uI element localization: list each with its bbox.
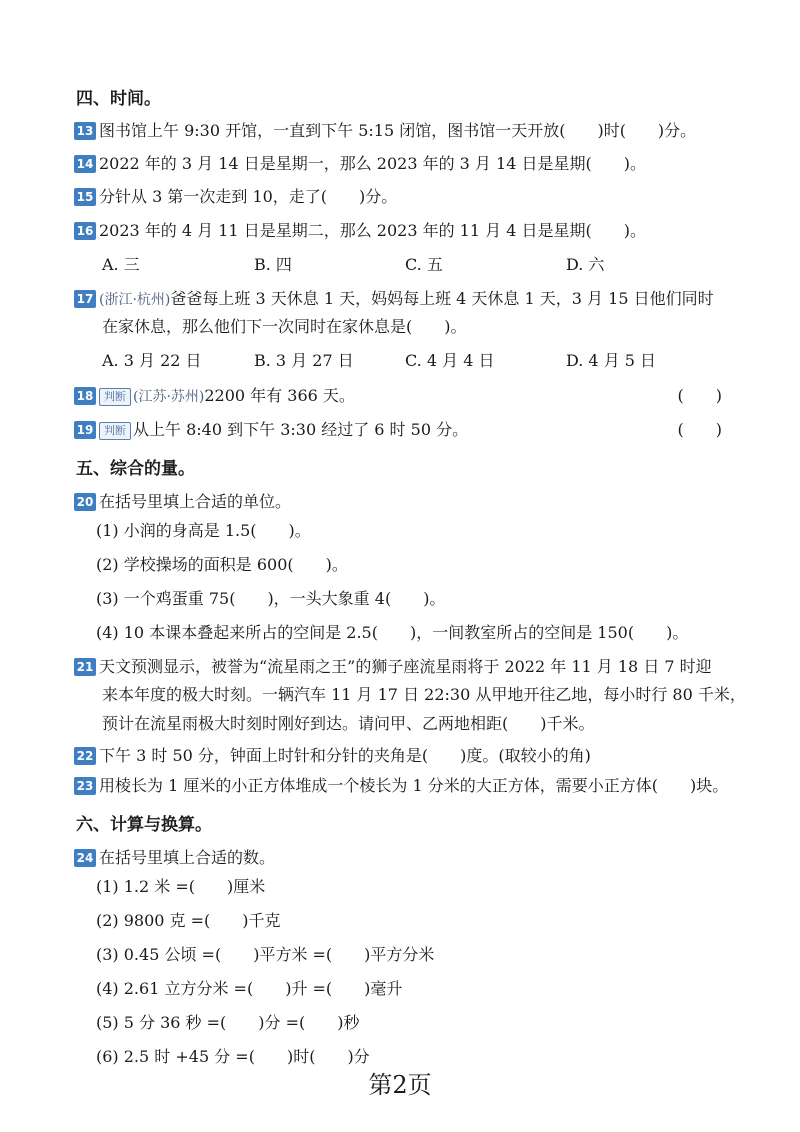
question-number-badge: 21 [74,658,96,676]
section-calc-heading: 六、计算与换算。 [76,815,212,835]
page-number: 第2页 [368,1071,432,1099]
question-number-badge: 18 [74,387,96,405]
question-number-badge: 23 [74,777,96,795]
question-14 [74,153,646,175]
region-label: (江苏·苏州) [133,389,205,405]
section-quantity-heading: 五、综合的量。 [76,459,195,479]
q24-item-1: (1) 1.2 米 =( )厘米 [96,877,266,896]
question-text: 2200 年有 366 天。 [204,386,355,405]
section-time-heading: 四、时间。 [76,89,161,109]
question-text: 在括号里填上合适的单位。 [99,492,292,511]
question-text: 在括号里填上合适的数。 [99,848,276,867]
question-13 [74,120,696,142]
q20-item-4: (4) 10 本课本叠起来所占的空间是 2.5( )，一间教室所占的空间是 150( )。 [96,623,689,642]
question-20 [74,491,291,513]
q24-item-3: (3) 0.45 公顷 =( )平方米 =( )平方分米 [96,945,435,964]
q18-answer-blank[interactable]: ( ) [677,386,722,405]
question-text: 2022 年的 3 月 14 日是星期一，那么 2023 年的 3 月 14 日是星期( )。 [99,154,646,173]
question-number-badge: 13 [74,122,96,140]
question-17 [74,288,714,311]
question-text: 图书馆上午 9:30 开馆，一直到下午 5:15 闭馆，图书馆一天开放( )时( )分。 [99,121,697,140]
question-15 [74,186,397,208]
q24-item-4: (4) 2.61 立方分米 =( )升 =( )毫升 [96,979,403,998]
question-17-continued: 在家休息，那么他们下一次同时在家休息是( )。 [102,317,467,336]
question-22 [74,745,591,767]
question-number-badge: 19 [74,421,96,439]
q16-option-b: B. 四 [254,255,292,274]
question-text: 从上午 8:40 到下午 3:30 经过了 6 时 50 分。 [133,420,469,439]
question-number-badge: 22 [74,747,96,765]
question-24 [74,847,275,869]
question-number-badge: 24 [74,849,96,867]
question-23 [74,775,728,797]
question-18 [74,385,355,408]
question-text: 下午 3 时 50 分，钟面上时针和分针的夹角是( )度。(取较小的角) [99,746,591,765]
question-text: 天文预测显示，被誉为“流星雨之王”的狮子座流星雨将于 2022 年 11 月 18 日 7 时迎 [99,657,712,676]
question-21-line-2: 来本年度的极大时刻。一辆汽车 11 月 17 日 22:30 从甲地开往乙地，每小时行 80 千米， [102,685,746,704]
q24-item-5: (5) 5 分 36 秒 =( )分 =( )秒 [96,1013,360,1032]
q17-option-d: D. 4 月 5 日 [566,351,657,370]
question-19 [74,419,468,441]
question-16 [74,220,646,242]
judge-tag: 判断 [99,388,131,406]
judge-tag: 判断 [99,422,131,440]
q16-option-d: D. 六 [566,255,605,274]
q20-item-3: (3) 一个鸡蛋重 75( )，一头大象重 4( )。 [96,589,446,608]
q16-option-a: A. 三 [102,255,140,274]
q20-item-1: (1) 小润的身高是 1.5( )。 [96,521,311,540]
question-text: 用棱长为 1 厘米的小正方体堆成一个棱长为 1 分米的大正方体，需要小正方体( )块。 [99,776,729,795]
q17-option-b: B. 3 月 27 日 [254,351,354,370]
q17-option-a: A. 3 月 22 日 [102,351,202,370]
q17-option-c: C. 4 月 4 日 [405,351,495,370]
q19-answer-blank[interactable]: ( ) [677,420,722,439]
question-21-line-3: 预计在流星雨极大时刻时刚好到达。请问甲、乙两地相距( )千米。 [102,714,595,733]
question-number-badge: 15 [74,188,96,206]
q20-item-2: (2) 学校操场的面积是 600( )。 [96,555,348,574]
region-label: (浙江·杭州) [99,292,171,308]
question-number-badge: 14 [74,155,96,173]
question-text: 爸爸每上班 3 天休息 1 天，妈妈每上班 4 天休息 1 天，3 月 15 日他们同时 [170,289,714,308]
question-number-badge: 17 [74,290,96,308]
q16-option-c: C. 五 [405,255,443,274]
question-number-badge: 16 [74,222,96,240]
q24-item-6: (6) 2.5 时 +45 分 =( )时( )分 [96,1047,370,1066]
question-21 [74,656,712,678]
question-number-badge: 20 [74,493,96,511]
question-text: 2023 年的 4 月 11 日是星期二，那么 2023 年的 11 月 4 日是星期( )。 [99,221,646,240]
question-text: 分针从 3 第一次走到 10，走了( )分。 [99,187,398,206]
q24-item-2: (2) 9800 克 =( )千克 [96,911,281,930]
